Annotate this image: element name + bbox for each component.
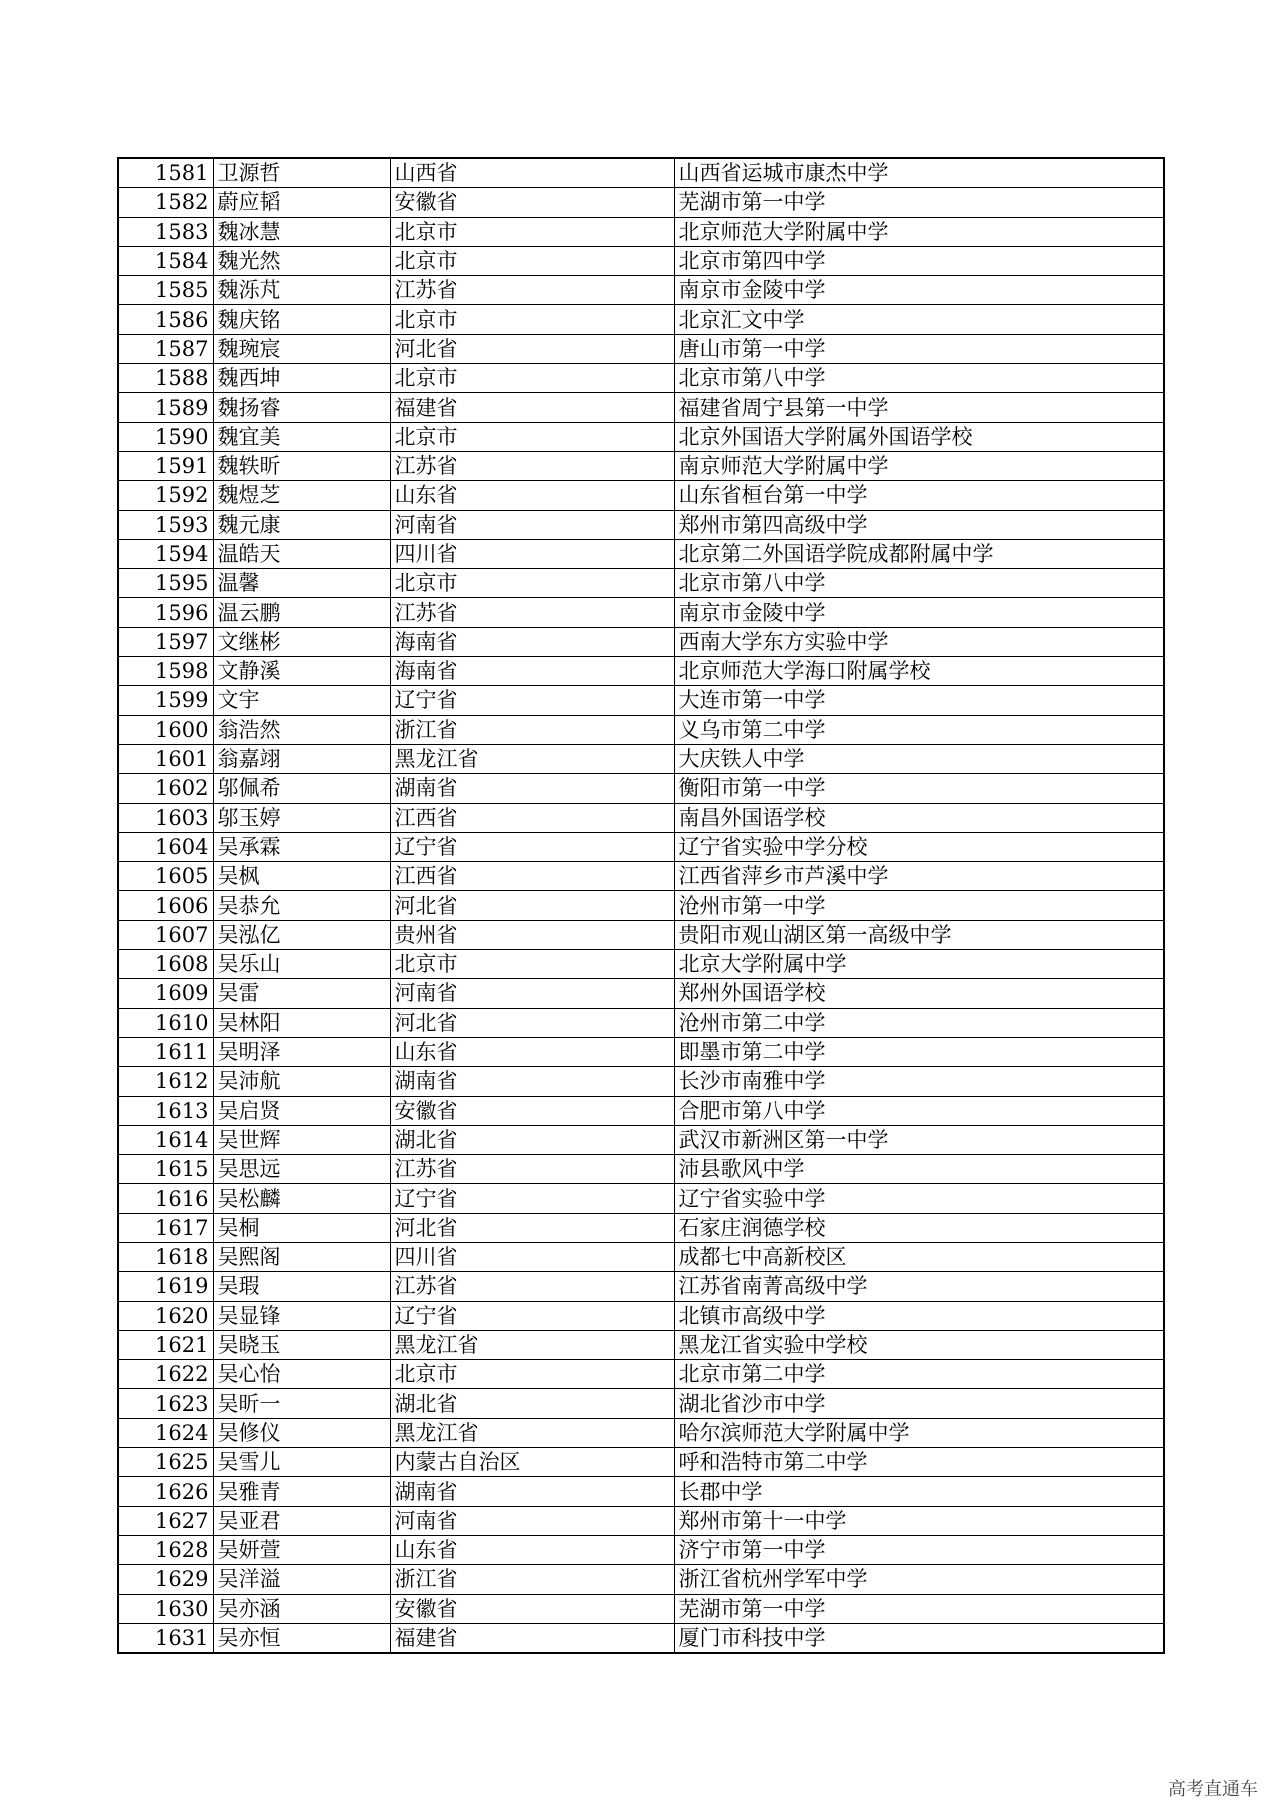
province: 安徽省 — [390, 1096, 674, 1125]
student-name: 吴雷 — [213, 979, 390, 1008]
province: 海南省 — [390, 657, 674, 686]
student-name: 吴明泽 — [213, 1037, 390, 1066]
school: 大庆铁人中学 — [674, 744, 1164, 773]
school: 沧州市第一中学 — [674, 891, 1164, 920]
row-number: 1585 — [118, 276, 213, 305]
table-row — [118, 1565, 1164, 1594]
province: 北京市 — [390, 950, 674, 979]
table-row — [118, 1272, 1164, 1301]
province: 河北省 — [390, 1213, 674, 1242]
school: 大连市第一中学 — [674, 686, 1164, 715]
school: 义乌市第二中学 — [674, 715, 1164, 744]
province: 湖南省 — [390, 774, 674, 803]
table-row — [118, 451, 1164, 480]
province: 湖北省 — [390, 1389, 674, 1418]
school: 北京大学附属中学 — [674, 950, 1164, 979]
table-row — [118, 1506, 1164, 1535]
school: 浙江省杭州学军中学 — [674, 1565, 1164, 1594]
table-row — [118, 364, 1164, 393]
school: 长沙市南雅中学 — [674, 1067, 1164, 1096]
row-number: 1594 — [118, 539, 213, 568]
school: 郑州市第十一中学 — [674, 1506, 1164, 1535]
row-number: 1599 — [118, 686, 213, 715]
school: 辽宁省实验中学分校 — [674, 832, 1164, 861]
school: 唐山市第一中学 — [674, 334, 1164, 363]
school: 郑州市第四高级中学 — [674, 510, 1164, 539]
school: 江西省萍乡市芦溪中学 — [674, 862, 1164, 891]
table-row — [118, 1477, 1164, 1506]
student-name: 温云鹏 — [213, 598, 390, 627]
student-name: 吴恭允 — [213, 891, 390, 920]
school: 北京汇文中学 — [674, 305, 1164, 334]
row-number: 1593 — [118, 510, 213, 539]
table-row — [118, 715, 1164, 744]
row-number: 1590 — [118, 422, 213, 451]
province: 北京市 — [390, 569, 674, 598]
table-row — [118, 1037, 1164, 1066]
student-name: 魏宜美 — [213, 422, 390, 451]
student-name: 吴乐山 — [213, 950, 390, 979]
province: 黑龙江省 — [390, 1330, 674, 1359]
student-name: 吴雪儿 — [213, 1448, 390, 1477]
province: 江苏省 — [390, 1155, 674, 1184]
row-number: 1591 — [118, 451, 213, 480]
table-row — [118, 276, 1164, 305]
student-name: 吴晓玉 — [213, 1330, 390, 1359]
student-name: 邬玉婷 — [213, 803, 390, 832]
school: 黑龙江省实验中学校 — [674, 1330, 1164, 1359]
province: 辽宁省 — [390, 686, 674, 715]
school: 山东省桓台第一中学 — [674, 481, 1164, 510]
student-name: 吴亦恒 — [213, 1623, 390, 1653]
school: 合肥市第八中学 — [674, 1096, 1164, 1125]
row-number: 1605 — [118, 862, 213, 891]
province: 贵州省 — [390, 920, 674, 949]
student-name: 文静溪 — [213, 657, 390, 686]
student-name: 魏泺芃 — [213, 276, 390, 305]
table-row — [118, 803, 1164, 832]
province: 山东省 — [390, 1037, 674, 1066]
student-name: 魏琬宸 — [213, 334, 390, 363]
row-number: 1614 — [118, 1125, 213, 1154]
province: 福建省 — [390, 393, 674, 422]
table-row — [118, 1125, 1164, 1154]
table-row — [118, 305, 1164, 334]
school: 郑州外国语学校 — [674, 979, 1164, 1008]
table-row — [118, 158, 1164, 188]
province: 辽宁省 — [390, 832, 674, 861]
table-row — [118, 334, 1164, 363]
school: 北京师范大学附属中学 — [674, 217, 1164, 246]
province: 内蒙古自治区 — [390, 1448, 674, 1477]
table-row — [118, 1213, 1164, 1242]
school: 芜湖市第一中学 — [674, 188, 1164, 217]
province: 海南省 — [390, 627, 674, 656]
student-name: 吴林阳 — [213, 1008, 390, 1037]
student-name: 魏西坤 — [213, 364, 390, 393]
province: 河南省 — [390, 1506, 674, 1535]
student-roster-table — [117, 157, 1165, 1654]
row-number: 1603 — [118, 803, 213, 832]
province: 河南省 — [390, 510, 674, 539]
school: 北京第二外国语学院成都附属中学 — [674, 539, 1164, 568]
table-row — [118, 422, 1164, 451]
school: 北京市第八中学 — [674, 569, 1164, 598]
student-name: 蔚应韬 — [213, 188, 390, 217]
student-name: 卫源哲 — [213, 158, 390, 188]
table-row — [118, 246, 1164, 275]
school: 北镇市高级中学 — [674, 1301, 1164, 1330]
province: 河北省 — [390, 1008, 674, 1037]
province: 四川省 — [390, 1242, 674, 1271]
table-row — [118, 657, 1164, 686]
student-name: 吴修仪 — [213, 1418, 390, 1447]
school: 湖北省沙市中学 — [674, 1389, 1164, 1418]
row-number: 1581 — [118, 158, 213, 188]
province: 北京市 — [390, 422, 674, 451]
row-number: 1592 — [118, 481, 213, 510]
row-number: 1596 — [118, 598, 213, 627]
province: 辽宁省 — [390, 1301, 674, 1330]
province: 辽宁省 — [390, 1184, 674, 1213]
table-row — [118, 744, 1164, 773]
table-row — [118, 1360, 1164, 1389]
province: 北京市 — [390, 364, 674, 393]
province: 黑龙江省 — [390, 1418, 674, 1447]
province: 江苏省 — [390, 1272, 674, 1301]
table-row — [118, 686, 1164, 715]
student-name: 魏轶昕 — [213, 451, 390, 480]
student-name: 文继彬 — [213, 627, 390, 656]
school: 北京外国语大学附属外国语学校 — [674, 422, 1164, 451]
school: 辽宁省实验中学 — [674, 1184, 1164, 1213]
student-name: 吴承霖 — [213, 832, 390, 861]
school: 南昌外国语学校 — [674, 803, 1164, 832]
row-number: 1617 — [118, 1213, 213, 1242]
school: 呼和浩特市第二中学 — [674, 1448, 1164, 1477]
table-row — [118, 1535, 1164, 1564]
student-name: 吴世辉 — [213, 1125, 390, 1154]
province: 山西省 — [390, 158, 674, 188]
row-number: 1610 — [118, 1008, 213, 1037]
province: 河南省 — [390, 979, 674, 1008]
school: 武汉市新洲区第一中学 — [674, 1125, 1164, 1154]
row-number: 1631 — [118, 1623, 213, 1653]
school: 衡阳市第一中学 — [674, 774, 1164, 803]
row-number: 1618 — [118, 1242, 213, 1271]
student-name: 吴显锋 — [213, 1301, 390, 1330]
table-row — [118, 569, 1164, 598]
school: 江苏省南菁高级中学 — [674, 1272, 1164, 1301]
table-row — [118, 1155, 1164, 1184]
student-name: 吴枫 — [213, 862, 390, 891]
student-name: 吴启贤 — [213, 1096, 390, 1125]
row-number: 1629 — [118, 1565, 213, 1594]
school: 长郡中学 — [674, 1477, 1164, 1506]
student-name: 文宇 — [213, 686, 390, 715]
roster-body — [118, 158, 1164, 1653]
province: 湖南省 — [390, 1477, 674, 1506]
row-number: 1613 — [118, 1096, 213, 1125]
student-name: 吴桐 — [213, 1213, 390, 1242]
table-row — [118, 1008, 1164, 1037]
table-row — [118, 891, 1164, 920]
row-number: 1628 — [118, 1535, 213, 1564]
row-number: 1615 — [118, 1155, 213, 1184]
row-number: 1589 — [118, 393, 213, 422]
table-row — [118, 481, 1164, 510]
student-name: 吴亚君 — [213, 1506, 390, 1535]
student-name: 魏庆铭 — [213, 305, 390, 334]
province: 安徽省 — [390, 188, 674, 217]
row-number: 1616 — [118, 1184, 213, 1213]
student-name: 吴泓亿 — [213, 920, 390, 949]
table-row — [118, 510, 1164, 539]
student-name: 吴洋溢 — [213, 1565, 390, 1594]
row-number: 1597 — [118, 627, 213, 656]
row-number: 1588 — [118, 364, 213, 393]
table-row — [118, 188, 1164, 217]
student-name: 吴熙阁 — [213, 1242, 390, 1271]
school: 山西省运城市康杰中学 — [674, 158, 1164, 188]
student-name: 魏煜芝 — [213, 481, 390, 510]
province: 江苏省 — [390, 598, 674, 627]
school: 芜湖市第一中学 — [674, 1594, 1164, 1623]
student-name: 吴沛航 — [213, 1067, 390, 1096]
row-number: 1630 — [118, 1594, 213, 1623]
row-number: 1583 — [118, 217, 213, 246]
row-number: 1587 — [118, 334, 213, 363]
school: 北京市第四中学 — [674, 246, 1164, 275]
student-name: 魏元康 — [213, 510, 390, 539]
student-name: 魏光然 — [213, 246, 390, 275]
student-name: 吴妍萱 — [213, 1535, 390, 1564]
row-number: 1625 — [118, 1448, 213, 1477]
row-number: 1623 — [118, 1389, 213, 1418]
row-number: 1607 — [118, 920, 213, 949]
province: 江苏省 — [390, 451, 674, 480]
province: 湖南省 — [390, 1067, 674, 1096]
school: 沛县歌风中学 — [674, 1155, 1164, 1184]
row-number: 1611 — [118, 1037, 213, 1066]
row-number: 1595 — [118, 569, 213, 598]
province: 福建省 — [390, 1623, 674, 1653]
student-name: 温馨 — [213, 569, 390, 598]
table-row — [118, 1389, 1164, 1418]
row-number: 1584 — [118, 246, 213, 275]
school: 北京市第八中学 — [674, 364, 1164, 393]
row-number: 1627 — [118, 1506, 213, 1535]
row-number: 1601 — [118, 744, 213, 773]
row-number: 1602 — [118, 774, 213, 803]
school: 贵阳市观山湖区第一高级中学 — [674, 920, 1164, 949]
province: 湖北省 — [390, 1125, 674, 1154]
table-row — [118, 832, 1164, 861]
row-number: 1598 — [118, 657, 213, 686]
row-number: 1626 — [118, 1477, 213, 1506]
row-number: 1586 — [118, 305, 213, 334]
province: 浙江省 — [390, 715, 674, 744]
school: 南京市金陵中学 — [674, 276, 1164, 305]
table-row — [118, 539, 1164, 568]
province: 河北省 — [390, 891, 674, 920]
province: 江西省 — [390, 803, 674, 832]
row-number: 1622 — [118, 1360, 213, 1389]
student-name: 吴思远 — [213, 1155, 390, 1184]
province: 北京市 — [390, 1360, 674, 1389]
table-row — [118, 217, 1164, 246]
table-row — [118, 862, 1164, 891]
school: 西南大学东方实验中学 — [674, 627, 1164, 656]
province: 浙江省 — [390, 1565, 674, 1594]
row-number: 1612 — [118, 1067, 213, 1096]
row-number: 1604 — [118, 832, 213, 861]
row-number: 1606 — [118, 891, 213, 920]
school: 沧州市第二中学 — [674, 1008, 1164, 1037]
table-row — [118, 1096, 1164, 1125]
school: 哈尔滨师范大学附属中学 — [674, 1418, 1164, 1447]
table-row — [118, 1184, 1164, 1213]
row-number: 1621 — [118, 1330, 213, 1359]
school: 厦门市科技中学 — [674, 1623, 1164, 1653]
table-row — [118, 1448, 1164, 1477]
row-number: 1608 — [118, 950, 213, 979]
school: 成都七中高新校区 — [674, 1242, 1164, 1271]
row-number: 1582 — [118, 188, 213, 217]
table-row — [118, 627, 1164, 656]
table-row — [118, 979, 1164, 1008]
table-row — [118, 920, 1164, 949]
student-name: 吴亦涵 — [213, 1594, 390, 1623]
school: 石家庄润德学校 — [674, 1213, 1164, 1242]
student-name: 温皓天 — [213, 539, 390, 568]
student-name: 邬佩希 — [213, 774, 390, 803]
province: 山东省 — [390, 1535, 674, 1564]
province: 四川省 — [390, 539, 674, 568]
watermark-text: 高考直通车 — [1168, 1779, 1258, 1800]
school: 福建省周宁县第一中学 — [674, 393, 1164, 422]
school: 北京师范大学海口附属学校 — [674, 657, 1164, 686]
student-name: 吴松麟 — [213, 1184, 390, 1213]
student-name: 吴心怡 — [213, 1360, 390, 1389]
table-row — [118, 1594, 1164, 1623]
province: 北京市 — [390, 305, 674, 334]
province: 安徽省 — [390, 1594, 674, 1623]
table-row — [118, 774, 1164, 803]
student-name: 吴雅青 — [213, 1477, 390, 1506]
table-row — [118, 1301, 1164, 1330]
table-row — [118, 393, 1164, 422]
province: 江苏省 — [390, 276, 674, 305]
row-number: 1609 — [118, 979, 213, 1008]
table-row — [118, 950, 1164, 979]
province: 江西省 — [390, 862, 674, 891]
table-row — [118, 1242, 1164, 1271]
province: 北京市 — [390, 217, 674, 246]
table-row — [118, 1330, 1164, 1359]
student-name: 翁浩然 — [213, 715, 390, 744]
table-row — [118, 1623, 1164, 1653]
school: 北京市第二中学 — [674, 1360, 1164, 1389]
student-name: 魏冰慧 — [213, 217, 390, 246]
row-number: 1624 — [118, 1418, 213, 1447]
row-number: 1620 — [118, 1301, 213, 1330]
table-row — [118, 1418, 1164, 1447]
row-number: 1619 — [118, 1272, 213, 1301]
student-name: 翁嘉翊 — [213, 744, 390, 773]
student-name: 魏扬睿 — [213, 393, 390, 422]
student-name: 吴昕一 — [213, 1389, 390, 1418]
province: 山东省 — [390, 481, 674, 510]
school: 济宁市第一中学 — [674, 1535, 1164, 1564]
school: 南京市金陵中学 — [674, 598, 1164, 627]
province: 北京市 — [390, 246, 674, 275]
table-row — [118, 598, 1164, 627]
student-name: 吴瑕 — [213, 1272, 390, 1301]
province: 黑龙江省 — [390, 744, 674, 773]
table-row — [118, 1067, 1164, 1096]
school: 南京师范大学附属中学 — [674, 451, 1164, 480]
province: 河北省 — [390, 334, 674, 363]
row-number: 1600 — [118, 715, 213, 744]
school: 即墨市第二中学 — [674, 1037, 1164, 1066]
